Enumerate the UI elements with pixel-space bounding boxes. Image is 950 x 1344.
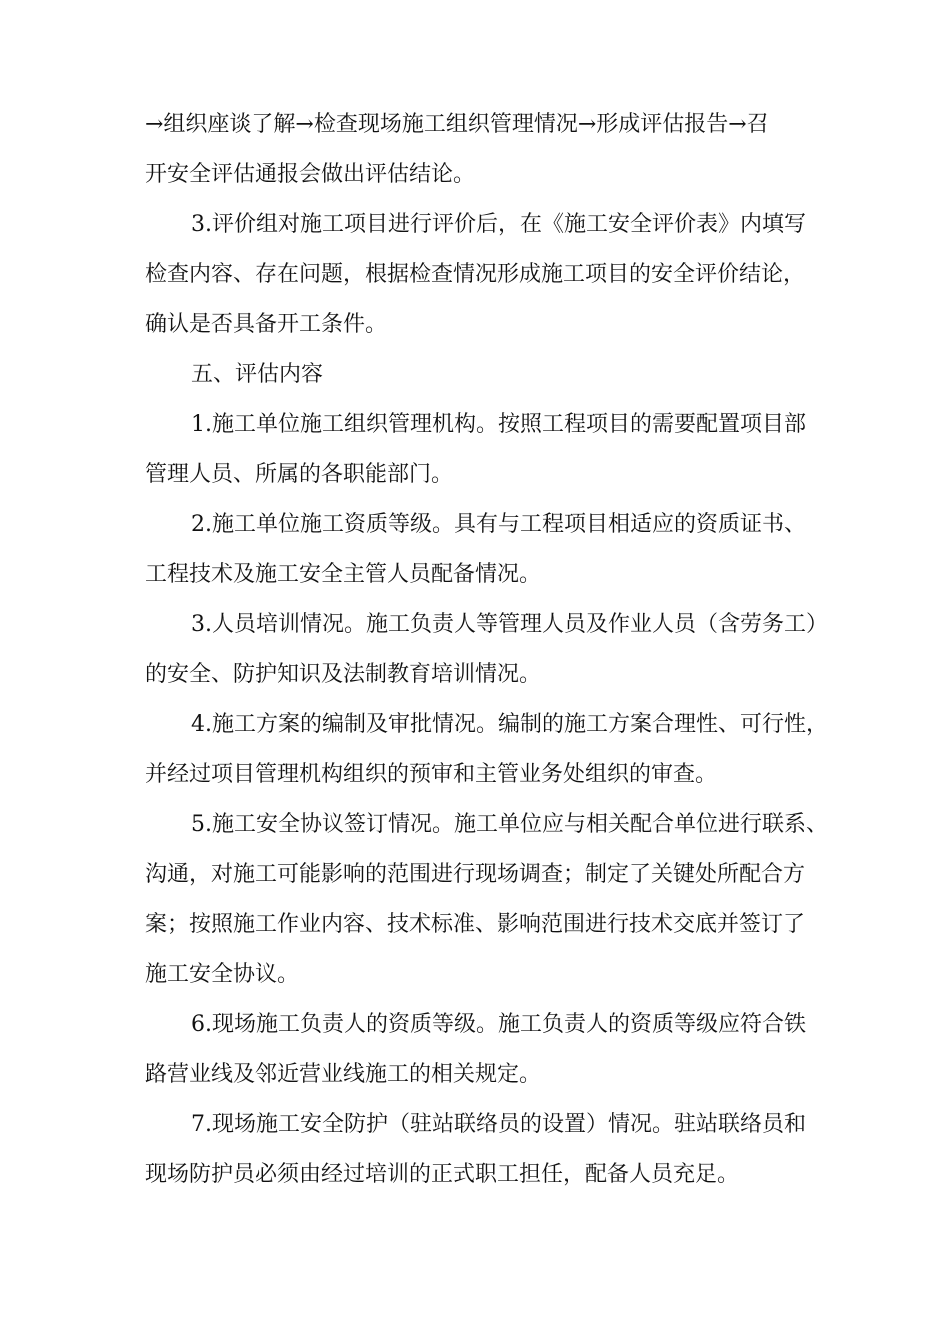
text-line: 工程技术及施工安全主管人员配备情况。 [145,562,542,587]
text-line: 案；按照施工作业内容、技术标准、影响范围进行技术交底并签订了 [145,912,806,937]
text-line: 确认是否具备开工条件。 [145,312,388,337]
document-body [145,100,828,1200]
text-line: 开安全评估通报会做出评估结论。 [145,162,476,187]
item-6-start: 6.现场施工负责人的资质等级。施工负责人的资质等级应符合铁 [191,1012,806,1037]
text-line: 检查内容、存在问题，根据检查情况形成施工项目的安全评价结论， [145,262,806,287]
text-line: 管理人员、所属的各职能部门。 [145,462,454,487]
text-line: 的安全、防护知识及法制教育培训情况。 [145,662,542,687]
text-line: 施工安全协议。 [145,962,300,987]
paragraph-3-start: 3.评价组对施工项目进行评价后，在《施工安全评价表》内填写 [191,212,806,237]
text-line: 并经过项目管理机构组织的预审和主管业务处组织的审查。 [145,762,718,787]
item-3-start: 3.人员培训情况。施工负责人等管理人员及作业人员（含劳务工） [191,612,828,637]
text-line: 路营业线及邻近营业线施工的相关规定。 [145,1062,542,1087]
item-2-start: 2.施工单位施工资质等级。具有与工程项目相适应的资质证书、 [191,512,806,537]
text-line: →组织座谈了解→检查现场施工组织管理情况→形成评估报告→召 [145,112,769,137]
text-line: 沟通，对施工可能影响的范围进行现场调查；制定了关键处所配合方 [145,862,806,887]
section-heading: 五、评估内容 [191,362,324,387]
item-7-start: 7.现场施工安全防护（驻站联络员的设置）情况。驻站联络员和 [191,1112,806,1137]
item-1-start: 1.施工单位施工组织管理机构。按照工程项目的需要配置项目部 [191,412,806,437]
text-line: 现场防护员必须由经过培训的正式职工担任，配备人员充足。 [145,1162,740,1187]
item-5-start: 5.施工安全协议签订情况。施工单位应与相关配合单位进行联系、 [191,812,828,837]
item-4-start: 4.施工方案的编制及审批情况。编制的施工方案合理性、可行性， [191,712,828,737]
